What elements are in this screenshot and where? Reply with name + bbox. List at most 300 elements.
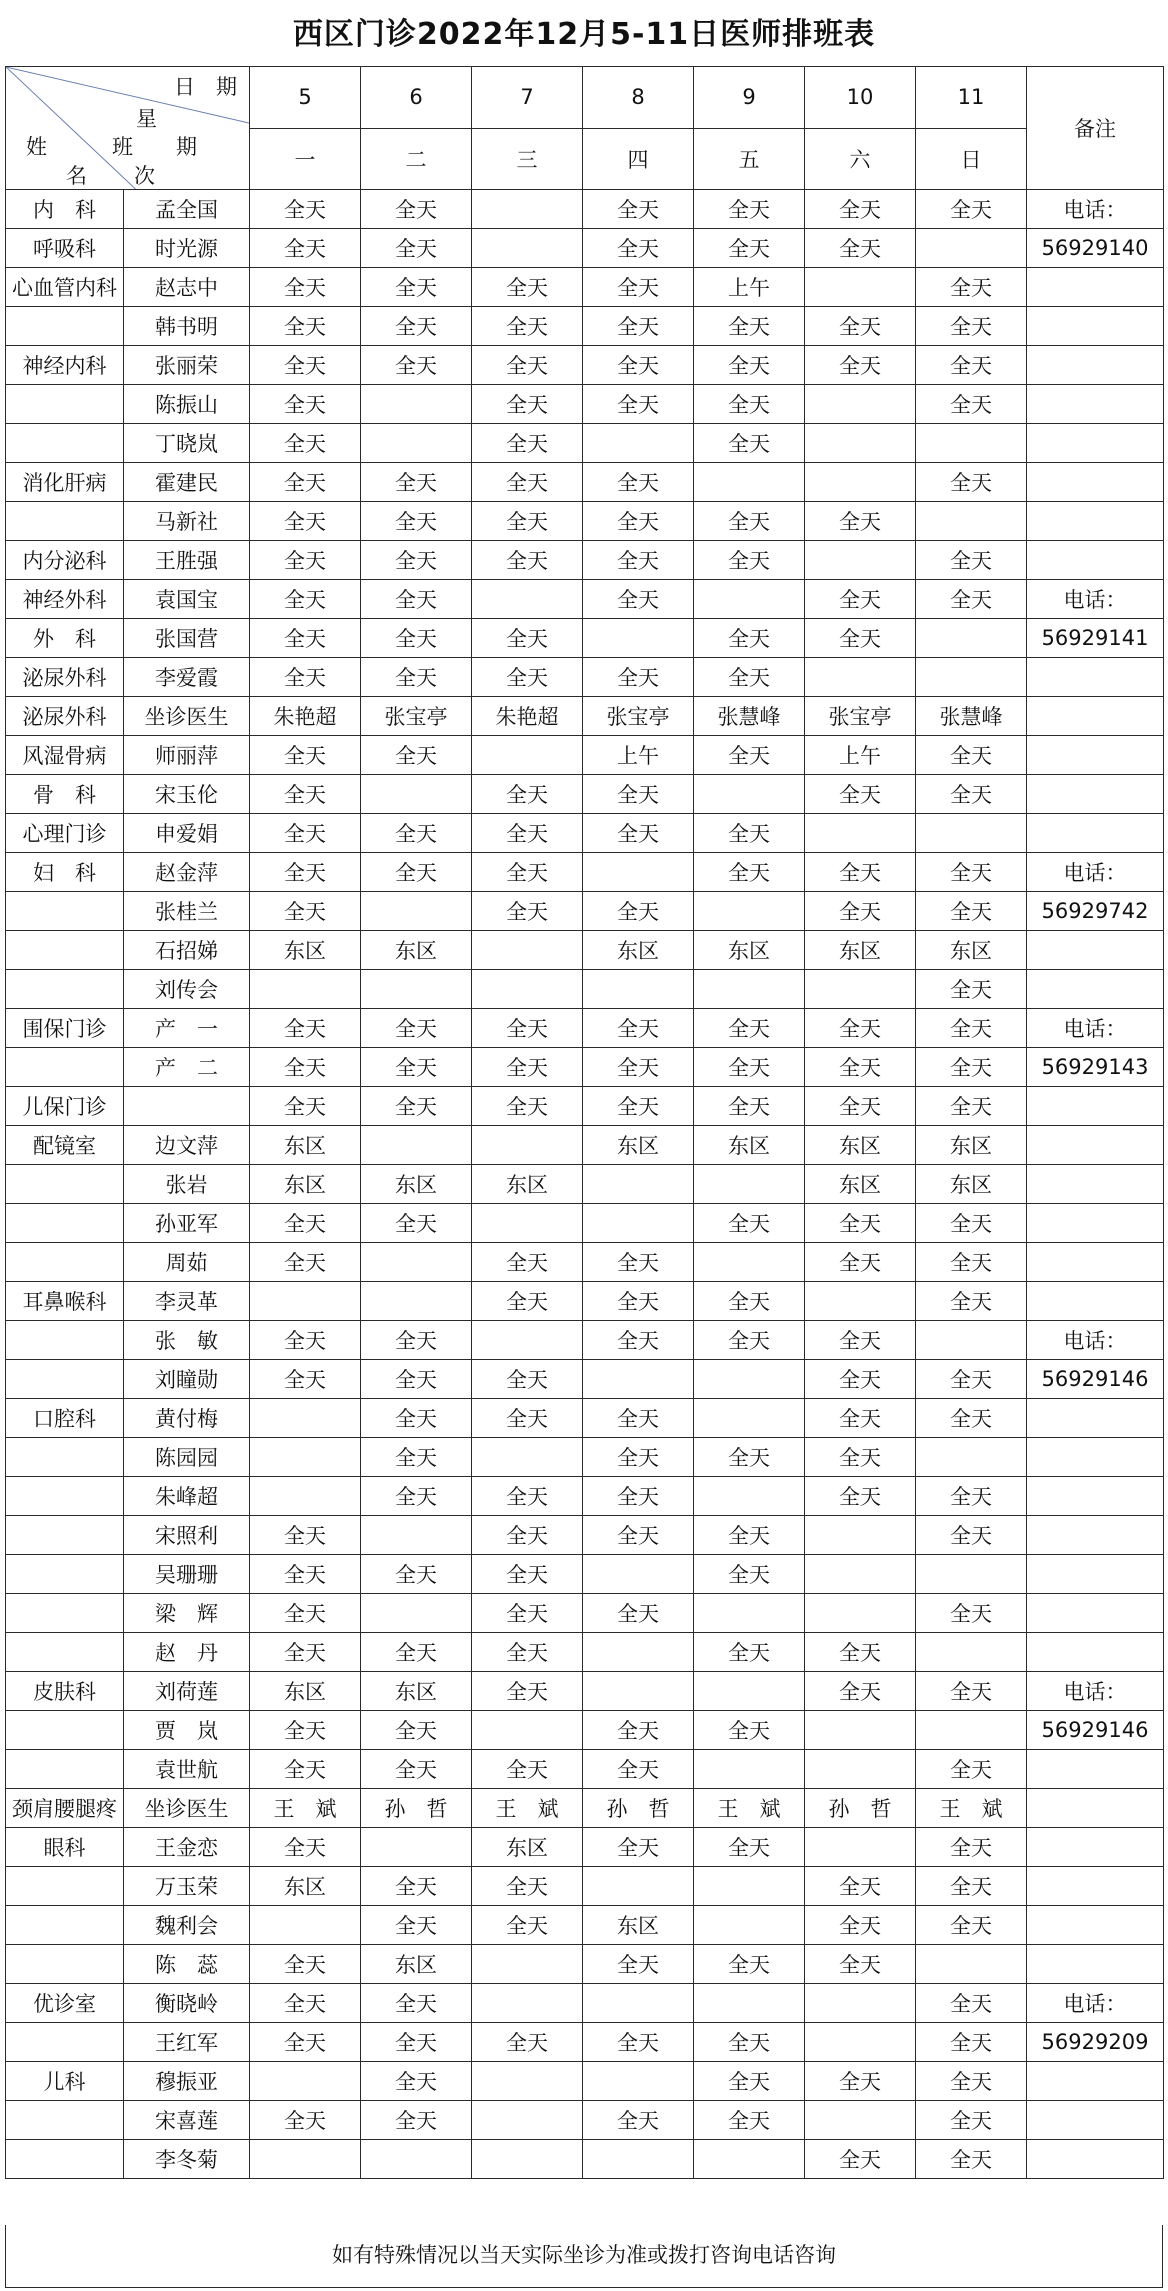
shift-cell — [916, 814, 1027, 853]
shift-cell — [472, 931, 583, 970]
header-week-label: 星 — [136, 107, 157, 131]
shift-cell — [916, 1321, 1027, 1360]
shift-cell: 全天 — [250, 736, 361, 775]
department-cell: 眼科 — [6, 1828, 124, 1867]
department-cell — [6, 970, 124, 1009]
shift-cell — [583, 853, 694, 892]
doctor-name-cell: 陈 蕊 — [124, 1945, 250, 1984]
shift-cell: 全天 — [694, 541, 805, 580]
note-cell — [1027, 1633, 1164, 1672]
shift-cell — [916, 1633, 1027, 1672]
shift-cell — [583, 2140, 694, 2179]
shift-cell: 全天 — [361, 229, 472, 268]
table-row — [6, 1165, 1164, 1204]
shift-cell: 东区 — [694, 931, 805, 970]
shift-cell: 全天 — [805, 1945, 916, 1984]
table-row — [6, 1126, 1164, 1165]
doctor-name-cell: 宋玉伦 — [124, 775, 250, 814]
shift-cell: 东区 — [250, 1672, 361, 1711]
shift-cell: 全天 — [916, 1477, 1027, 1516]
department-cell: 妇 科 — [6, 853, 124, 892]
header-ci-label: 次 — [134, 164, 155, 188]
shift-cell — [694, 1984, 805, 2023]
shift-cell — [250, 2140, 361, 2179]
table-row — [6, 1477, 1164, 1516]
shift-cell: 全天 — [472, 424, 583, 463]
shift-cell: 全天 — [472, 2023, 583, 2062]
shift-cell — [583, 2062, 694, 2101]
shift-cell: 全天 — [694, 1945, 805, 1984]
shift-cell: 全天 — [805, 229, 916, 268]
department-cell — [6, 1360, 124, 1399]
day-number: 5 — [250, 67, 361, 129]
shift-cell: 全天 — [583, 2101, 694, 2140]
shift-cell: 全天 — [361, 307, 472, 346]
shift-cell: 全天 — [916, 1750, 1027, 1789]
shift-cell: 全天 — [361, 1087, 472, 1126]
shift-cell: 全天 — [361, 580, 472, 619]
department-cell — [6, 502, 124, 541]
shift-cell: 全天 — [694, 502, 805, 541]
shift-cell — [805, 385, 916, 424]
table-row — [6, 931, 1164, 970]
table-row — [6, 1204, 1164, 1243]
shift-cell: 全天 — [694, 1048, 805, 1087]
department-cell: 内 科 — [6, 190, 124, 229]
shift-cell — [472, 580, 583, 619]
doctor-name-cell: 宋照利 — [124, 1516, 250, 1555]
shift-cell: 全天 — [805, 1672, 916, 1711]
table-row — [6, 2140, 1164, 2179]
shift-cell: 全天 — [472, 619, 583, 658]
shift-cell: 全天 — [250, 580, 361, 619]
department-cell: 心理门诊 — [6, 814, 124, 853]
shift-cell: 全天 — [472, 1906, 583, 1945]
note-cell — [1027, 1594, 1164, 1633]
table-row — [6, 1906, 1164, 1945]
shift-cell: 全天 — [583, 502, 694, 541]
note-cell — [1027, 463, 1164, 502]
shift-cell: 全天 — [805, 1360, 916, 1399]
shift-cell: 全天 — [361, 1633, 472, 1672]
note-cell — [1027, 1555, 1164, 1594]
shift-cell: 全天 — [805, 1477, 916, 1516]
header-name-label: 名 — [66, 164, 87, 188]
shift-cell — [805, 658, 916, 697]
shift-cell: 全天 — [472, 307, 583, 346]
doctor-name-cell: 魏利会 — [124, 1906, 250, 1945]
table-row — [6, 1711, 1164, 1750]
note-cell: 56929143 — [1027, 1048, 1164, 1087]
shift-cell — [583, 1633, 694, 1672]
shift-cell: 全天 — [583, 580, 694, 619]
shift-cell: 全天 — [361, 1750, 472, 1789]
doctor-name-cell: 朱峰超 — [124, 1477, 250, 1516]
shift-cell: 全天 — [916, 1906, 1027, 1945]
note-cell: 电话： — [1027, 1984, 1164, 2023]
shift-cell — [250, 1906, 361, 1945]
shift-cell: 孙 哲 — [805, 1789, 916, 1828]
shift-cell: 全天 — [583, 1516, 694, 1555]
department-cell: 儿科 — [6, 2062, 124, 2101]
day-number: 7 — [472, 67, 583, 129]
shift-cell: 全天 — [250, 1633, 361, 1672]
note-cell — [1027, 814, 1164, 853]
shift-cell: 全天 — [916, 1828, 1027, 1867]
table-row — [6, 892, 1164, 931]
shift-cell: 全天 — [250, 619, 361, 658]
department-cell — [6, 424, 124, 463]
shift-cell: 全天 — [361, 1711, 472, 1750]
note-cell — [1027, 1282, 1164, 1321]
note-cell — [1027, 1438, 1164, 1477]
note-cell — [1027, 424, 1164, 463]
shift-cell: 全天 — [472, 1672, 583, 1711]
department-cell — [6, 385, 124, 424]
shift-cell: 全天 — [916, 580, 1027, 619]
shift-cell: 全天 — [583, 892, 694, 931]
shift-cell: 全天 — [361, 1204, 472, 1243]
doctor-name-cell: 孟全国 — [124, 190, 250, 229]
shift-cell — [472, 1438, 583, 1477]
department-cell — [6, 1516, 124, 1555]
shift-cell: 东区 — [805, 931, 916, 970]
doctor-name-cell: 张丽荣 — [124, 346, 250, 385]
weekday: 四 — [583, 128, 694, 190]
shift-cell: 全天 — [361, 2023, 472, 2062]
shift-cell — [916, 658, 1027, 697]
shift-cell — [805, 541, 916, 580]
shift-cell — [805, 1282, 916, 1321]
shift-cell: 全天 — [361, 541, 472, 580]
doctor-name-cell: 梁 辉 — [124, 1594, 250, 1633]
shift-cell — [472, 190, 583, 229]
note-cell — [1027, 502, 1164, 541]
table-row — [6, 541, 1164, 580]
shift-cell — [694, 1672, 805, 1711]
department-cell — [6, 1243, 124, 1282]
note-cell — [1027, 268, 1164, 307]
department-cell: 优诊室 — [6, 1984, 124, 2023]
department-cell — [6, 2101, 124, 2140]
header-corner — [6, 67, 250, 190]
header-period-label: 期 — [176, 135, 197, 159]
shift-cell: 全天 — [472, 1750, 583, 1789]
table-row — [6, 580, 1164, 619]
doctor-name-cell: 王红军 — [124, 2023, 250, 2062]
weekday: 日 — [916, 128, 1027, 190]
shift-cell: 全天 — [583, 1945, 694, 1984]
table-row — [6, 1009, 1164, 1048]
note-cell — [1027, 1126, 1164, 1165]
shift-cell: 全天 — [250, 814, 361, 853]
shift-cell — [916, 229, 1027, 268]
doctor-name-cell: 黄付梅 — [124, 1399, 250, 1438]
shift-cell: 全天 — [916, 541, 1027, 580]
shift-cell: 全天 — [805, 1633, 916, 1672]
shift-cell: 全天 — [805, 580, 916, 619]
shift-cell: 全天 — [694, 385, 805, 424]
department-cell — [6, 1633, 124, 1672]
shift-cell: 全天 — [361, 1555, 472, 1594]
doctor-name-cell: 申爱娟 — [124, 814, 250, 853]
shift-cell: 全天 — [694, 1438, 805, 1477]
shift-cell — [694, 1594, 805, 1633]
shift-cell: 全天 — [361, 1399, 472, 1438]
shift-cell: 全天 — [694, 1711, 805, 1750]
shift-cell: 全天 — [361, 619, 472, 658]
shift-cell: 全天 — [583, 1321, 694, 1360]
shift-cell: 全天 — [250, 1321, 361, 1360]
shift-cell: 全天 — [472, 1360, 583, 1399]
shift-cell: 全天 — [583, 775, 694, 814]
shift-cell: 全天 — [472, 541, 583, 580]
shift-cell: 王 斌 — [694, 1789, 805, 1828]
shift-cell: 全天 — [805, 892, 916, 931]
department-cell: 围保门诊 — [6, 1009, 124, 1048]
shift-cell — [805, 1594, 916, 1633]
shift-cell: 全天 — [250, 1360, 361, 1399]
weekday: 一 — [250, 128, 361, 190]
doctor-name-cell: 穆振亚 — [124, 2062, 250, 2101]
shift-cell: 张宝亭 — [361, 697, 472, 736]
shift-cell: 全天 — [472, 814, 583, 853]
shift-cell: 全天 — [916, 2101, 1027, 2140]
shift-cell: 全天 — [250, 1009, 361, 1048]
shift-cell: 全天 — [361, 268, 472, 307]
shift-cell — [583, 1165, 694, 1204]
note-cell: 56929209 — [1027, 2023, 1164, 2062]
shift-cell: 全天 — [361, 1867, 472, 1906]
shift-cell — [916, 1438, 1027, 1477]
doctor-name-cell: 坐诊医生 — [124, 697, 250, 736]
note-cell — [1027, 1204, 1164, 1243]
shift-cell — [472, 2101, 583, 2140]
shift-cell: 全天 — [583, 814, 694, 853]
shift-cell: 上午 — [583, 736, 694, 775]
table-row — [6, 424, 1164, 463]
day-number: 11 — [916, 67, 1027, 129]
table-row — [6, 2101, 1164, 2140]
doctor-name-cell: 赵金萍 — [124, 853, 250, 892]
shift-cell: 全天 — [250, 1945, 361, 1984]
note-cell: 电话： — [1027, 853, 1164, 892]
table-row — [6, 1360, 1164, 1399]
table-row — [6, 190, 1164, 229]
shift-cell: 全天 — [916, 1204, 1027, 1243]
shift-cell: 全天 — [361, 1438, 472, 1477]
weekday: 五 — [694, 128, 805, 190]
shift-cell: 全天 — [916, 1243, 1027, 1282]
table-row — [6, 697, 1164, 736]
shift-cell — [694, 580, 805, 619]
doctor-name-cell: 石招娣 — [124, 931, 250, 970]
note-cell — [1027, 1828, 1164, 1867]
doctor-name-cell: 贾 岚 — [124, 1711, 250, 1750]
shift-cell — [805, 2101, 916, 2140]
doctor-name-cell: 赵 丹 — [124, 1633, 250, 1672]
header-date-label: 日 期 — [174, 75, 237, 99]
note-cell: 56929146 — [1027, 1360, 1164, 1399]
department-cell — [6, 892, 124, 931]
department-cell: 消化肝病 — [6, 463, 124, 502]
note-cell — [1027, 1789, 1164, 1828]
shift-cell: 东区 — [916, 931, 1027, 970]
shift-cell: 全天 — [694, 229, 805, 268]
shift-cell: 全天 — [583, 1009, 694, 1048]
shift-cell — [472, 2140, 583, 2179]
department-cell: 泌尿外科 — [6, 697, 124, 736]
shift-cell: 全天 — [583, 541, 694, 580]
shift-cell: 全天 — [916, 775, 1027, 814]
note-cell: 电话： — [1027, 190, 1164, 229]
doctor-name-cell: 衡晓岭 — [124, 1984, 250, 2023]
shift-cell: 全天 — [583, 229, 694, 268]
doctor-name-cell: 马新社 — [124, 502, 250, 541]
doctor-name-cell: 张桂兰 — [124, 892, 250, 931]
shift-cell: 东区 — [361, 931, 472, 970]
shift-cell — [805, 1711, 916, 1750]
note-cell — [1027, 1477, 1164, 1516]
shift-cell — [583, 1360, 694, 1399]
shift-cell — [805, 1828, 916, 1867]
shift-cell: 全天 — [472, 1633, 583, 1672]
shift-cell: 全天 — [916, 1399, 1027, 1438]
shift-cell: 全天 — [250, 2101, 361, 2140]
shift-cell: 全天 — [472, 1555, 583, 1594]
shift-cell — [472, 736, 583, 775]
shift-cell: 东区 — [805, 1165, 916, 1204]
shift-cell: 张宝亭 — [583, 697, 694, 736]
shift-cell: 全天 — [694, 2023, 805, 2062]
shift-cell: 全天 — [694, 1204, 805, 1243]
shift-cell: 全天 — [250, 892, 361, 931]
shift-cell: 全天 — [250, 385, 361, 424]
shift-cell: 东区 — [250, 1867, 361, 1906]
table-row — [6, 463, 1164, 502]
table-row — [6, 1399, 1164, 1438]
table-row — [6, 1321, 1164, 1360]
note-cell — [1027, 1945, 1164, 1984]
shift-cell: 全天 — [805, 502, 916, 541]
shift-cell: 全天 — [361, 463, 472, 502]
shift-cell — [805, 1750, 916, 1789]
shift-cell: 全天 — [250, 853, 361, 892]
shift-cell: 全天 — [361, 658, 472, 697]
shift-cell — [694, 1165, 805, 1204]
doctor-name-cell: 丁晓岚 — [124, 424, 250, 463]
shift-cell — [361, 1516, 472, 1555]
shift-cell — [805, 970, 916, 1009]
doctor-name-cell: 王金恋 — [124, 1828, 250, 1867]
table-row — [6, 1633, 1164, 1672]
shift-cell: 全天 — [694, 658, 805, 697]
doctor-name-cell: 李爱霞 — [124, 658, 250, 697]
shift-cell: 全天 — [583, 463, 694, 502]
shift-cell: 全天 — [805, 1087, 916, 1126]
shift-cell: 全天 — [694, 853, 805, 892]
note-cell — [1027, 736, 1164, 775]
note-cell — [1027, 1399, 1164, 1438]
shift-cell: 全天 — [805, 1048, 916, 1087]
doctor-name-cell: 师丽萍 — [124, 736, 250, 775]
table-row — [6, 1594, 1164, 1633]
doctor-name-cell: 赵志中 — [124, 268, 250, 307]
shift-cell: 全天 — [250, 1087, 361, 1126]
shift-cell — [583, 1672, 694, 1711]
shift-cell: 全天 — [916, 892, 1027, 931]
shift-cell — [472, 1126, 583, 1165]
shift-cell: 全天 — [250, 1243, 361, 1282]
shift-cell: 全天 — [805, 190, 916, 229]
shift-cell: 全天 — [361, 1984, 472, 2023]
doctor-name-cell: 宋喜莲 — [124, 2101, 250, 2140]
shift-cell: 全天 — [916, 190, 1027, 229]
table-row — [6, 385, 1164, 424]
department-cell — [6, 1945, 124, 1984]
shift-cell: 全天 — [361, 1477, 472, 1516]
shift-cell: 全天 — [583, 1828, 694, 1867]
shift-cell: 全天 — [361, 814, 472, 853]
shift-cell: 全天 — [583, 1477, 694, 1516]
shift-cell: 全天 — [916, 463, 1027, 502]
note-cell — [1027, 307, 1164, 346]
shift-cell: 全天 — [916, 1087, 1027, 1126]
shift-cell: 全天 — [472, 1048, 583, 1087]
shift-cell: 全天 — [805, 775, 916, 814]
shift-cell: 全天 — [916, 2062, 1027, 2101]
shift-cell — [805, 1555, 916, 1594]
doctor-name-cell: 万玉荣 — [124, 1867, 250, 1906]
shift-cell: 全天 — [583, 658, 694, 697]
shift-cell: 东区 — [583, 1126, 694, 1165]
shift-cell: 全天 — [805, 619, 916, 658]
doctor-name-cell: 陈园园 — [124, 1438, 250, 1477]
shift-cell — [472, 1945, 583, 1984]
shift-cell: 全天 — [472, 1243, 583, 1282]
note-cell — [1027, 385, 1164, 424]
shift-cell — [694, 1750, 805, 1789]
note-header: 备注 — [1027, 67, 1164, 190]
shift-cell: 全天 — [694, 1282, 805, 1321]
table-row — [6, 229, 1164, 268]
shift-cell: 全天 — [583, 1282, 694, 1321]
shift-cell: 全天 — [583, 1087, 694, 1126]
shift-cell: 全天 — [250, 307, 361, 346]
shift-cell: 全天 — [916, 853, 1027, 892]
shift-cell: 全天 — [250, 1828, 361, 1867]
shift-cell — [250, 1399, 361, 1438]
shift-cell: 全天 — [694, 307, 805, 346]
shift-cell: 全天 — [694, 2062, 805, 2101]
shift-cell: 全天 — [250, 502, 361, 541]
department-cell: 口腔科 — [6, 1399, 124, 1438]
note-cell — [1027, 1750, 1164, 1789]
shift-cell: 东区 — [361, 1945, 472, 1984]
table-row — [6, 2062, 1164, 2101]
shift-cell: 全天 — [472, 1867, 583, 1906]
table-row — [6, 2023, 1164, 2062]
shift-cell: 全天 — [916, 1360, 1027, 1399]
table-row — [6, 502, 1164, 541]
shift-cell — [805, 1516, 916, 1555]
shift-cell — [583, 1867, 694, 1906]
shift-cell: 全天 — [250, 1204, 361, 1243]
table-row — [6, 658, 1164, 697]
shift-cell: 全天 — [250, 1555, 361, 1594]
shift-cell — [916, 424, 1027, 463]
shift-cell: 全天 — [250, 463, 361, 502]
